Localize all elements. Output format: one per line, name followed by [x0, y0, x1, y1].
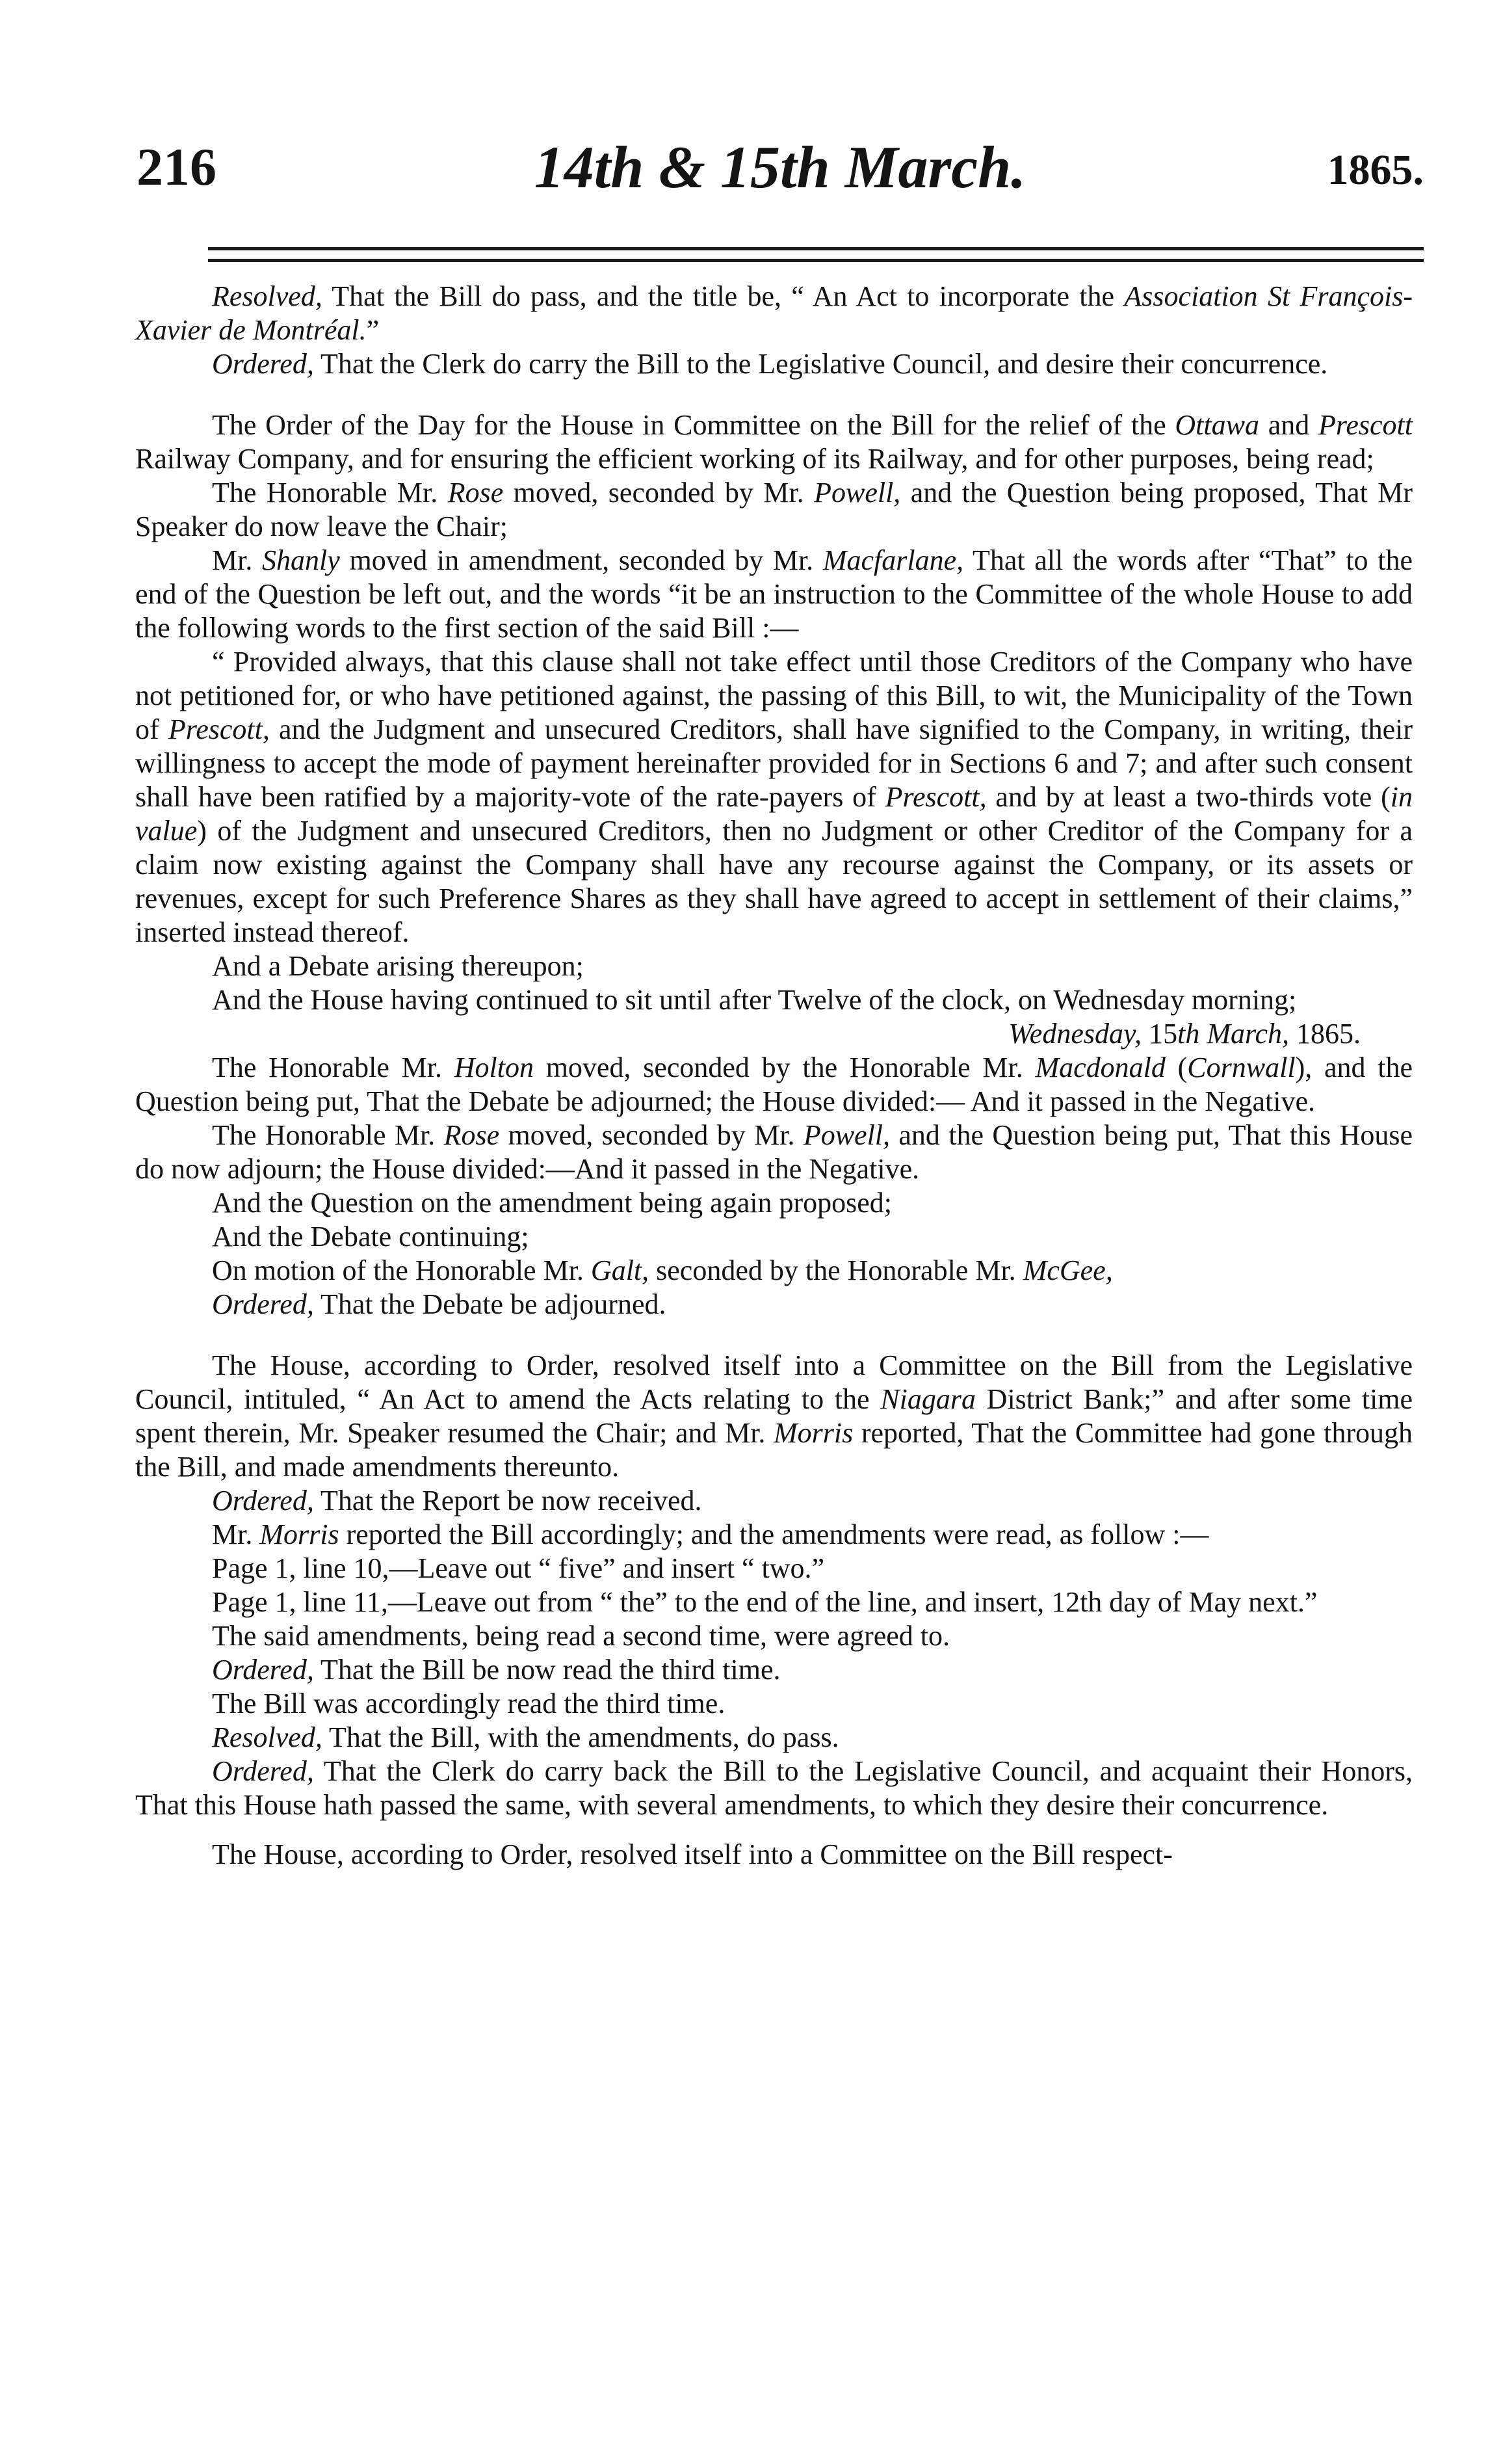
italic-text: Rose [443, 1119, 500, 1151]
journal-paragraph [135, 1619, 1413, 1653]
text-segment: The Honorable Mr. [212, 1119, 444, 1151]
italic-text: Powell, [814, 477, 901, 509]
italic-text: Ordered, [212, 1654, 314, 1686]
journal-paragraph [135, 1653, 1413, 1687]
text-segment: The Order of the Day for the House in Committee on the Bill for the relief of the [212, 409, 1175, 441]
italic-text: Morris [259, 1518, 339, 1550]
text-segment: moved, seconded by Mr. [503, 477, 815, 509]
journal-paragraph [135, 1585, 1413, 1619]
journal-paragraph [135, 408, 1413, 476]
journal-paragraph [135, 347, 1413, 381]
italic-text: Ordered, [212, 1485, 314, 1517]
journal-paragraph [135, 1838, 1413, 1872]
text-segment: That the Debate be adjourned. [313, 1288, 666, 1320]
text-segment: And the Debate continuing; [212, 1221, 529, 1252]
journal-paragraph [135, 1288, 1413, 1321]
text-segment: ” [366, 314, 380, 346]
italic-text: Ordered, [212, 1755, 314, 1787]
journal-paragraph [135, 949, 1413, 983]
text-segment: The Honorable Mr. [212, 1052, 454, 1083]
italic-text: Prescott, [168, 713, 270, 745]
italic-text: Wednesday, [1008, 1018, 1142, 1050]
italic-text: Macdonald [1035, 1052, 1166, 1083]
text-segment: reported, That the Committee had gone through the Bill, and made amendments thereunto. [135, 1417, 1413, 1483]
text-segment: “ Provided always, that this clause shall not take effect until those Creditors of the Company who have not petitioned for, or who have petitioned against, the passing of this Bill, to wit, the Municipality of the Town of [135, 646, 1413, 745]
italic-text: in value [135, 781, 1413, 847]
text-segment: That the Bill do pass, and the title be, “ An Act to incorporate the [322, 280, 1125, 312]
text-segment: That the Report be now received. [313, 1485, 702, 1517]
dateline [135, 1017, 1413, 1051]
journal-paragraph [135, 1220, 1413, 1254]
text-segment: And a Debate arising thereupon; [212, 950, 584, 982]
text-segment [1199, 1018, 1207, 1050]
italic-text: Shanly [262, 544, 340, 576]
text-segment: District Bank;” and after some time spent therein, Mr. Speaker resumed the Chair; and Mr. [135, 1383, 1413, 1449]
italic-text: Ottawa [1175, 409, 1259, 441]
running-title: 14th & 15th March. [534, 134, 1026, 200]
text-segment: moved, seconded by the Honorable Mr. [533, 1052, 1036, 1083]
text-segment: The Bill was accordingly read the third time. [212, 1688, 725, 1719]
journal-paragraph [135, 1051, 1413, 1119]
journal-paragraph [135, 1119, 1413, 1186]
journal-body [135, 280, 1413, 1872]
journal-paragraph [135, 1552, 1413, 1585]
text-segment: That the Clerk do carry back the Bill to the Legislative Council, and acquaint their Honors, That this House hath passed the same, with several amendments, to which they desire their concurrence. [135, 1755, 1413, 1821]
journal-paragraph [135, 1349, 1413, 1484]
journal-paragraph [135, 1755, 1413, 1822]
italic-text: Rose [447, 477, 504, 509]
text-segment: That all the words after “That” to the end of the Question be left out, and the words “it be an instruction to the Committee of the whole House to add the following words to the first section of the said Bill :— [135, 544, 1413, 644]
italic-text: Prescott [1318, 409, 1413, 441]
journal-paragraph [135, 1518, 1413, 1552]
text-segment: 15 [1142, 1018, 1178, 1050]
text-segment: ( [1165, 1052, 1188, 1083]
journal-paragraph [135, 1721, 1413, 1755]
text-segment: Railway Company, and for ensuring the efficient working of its Railway, and for other purposes, being read; [135, 443, 1374, 475]
text-segment: The said amendments, being read a second time, were agreed to. [212, 1620, 950, 1652]
text-segment: and by at least a two-thirds vote ( [986, 781, 1391, 813]
italic-text: Macfarlane, [822, 544, 964, 576]
journal-paragraph [135, 1254, 1413, 1288]
header-rule-bottom [208, 259, 1424, 262]
italic-text: Association St François-Xavier de Montréal. [135, 280, 1413, 346]
text-segment: On motion of the Honorable Mr. [212, 1254, 591, 1286]
journal-paragraph [135, 544, 1413, 645]
text-segment: 1865. [1289, 1018, 1361, 1050]
text-segment: The Honorable Mr. [212, 477, 448, 509]
journal-paragraph [135, 1484, 1413, 1518]
text-segment: and the Judgment and unsecured Creditors, shall have signified to the Company, in writing, their willingness to accept the mode of payment hereinafter provided for in Sections 6 and 7; and after such consent shall have been ratified by a majority-vote of the rate-payers of [135, 713, 1413, 813]
page-header [137, 134, 1424, 221]
text-segment: reported the Bill accordingly; and the amendments were read, as follow :— [339, 1518, 1209, 1550]
italic-text: McGee, [1023, 1254, 1113, 1286]
text-segment: Page 1, line 10,—Leave out “ five” and insert “ two.” [212, 1552, 825, 1584]
text-segment: Page 1, line 11,—Leave out from “ the” to the end of the line, and insert, 12th day of May next.” [212, 1586, 1318, 1618]
italic-text: Holton [454, 1052, 534, 1083]
header-rule-top [208, 247, 1424, 250]
text-segment: ) of the Judgment and unsecured Creditors, then no Judgment or other Creditor of the Company for a claim now existing against the Company shall have any recourse against the Company, or its assets or revenues, except for such Preference Shares as they shall have agreed to accept in settlement of their claims,” inserted instead thereof. [135, 815, 1413, 948]
journal-paragraph [135, 476, 1413, 544]
italic-text: Galt, [590, 1254, 649, 1286]
italic-text: March, [1207, 1018, 1289, 1050]
journal-paragraph [135, 645, 1413, 949]
text-segment: and the Question being put, That this House do now adjourn; the House divided:—And it passed in the Negative. [135, 1119, 1413, 1185]
text-segment: moved, seconded by Mr. [499, 1119, 804, 1151]
italic-text: Prescott, [885, 781, 987, 813]
text-segment: That the Bill, with the amendments, do pass. [322, 1721, 839, 1753]
journal-paragraph [135, 280, 1413, 347]
text-segment: And the House having continued to sit until after Twelve of the clock, on Wednesday morning; [212, 984, 1297, 1016]
italic-text: Powell, [803, 1119, 891, 1151]
italic-text: Resolved, [212, 280, 322, 312]
italic-text: Ordered, [212, 1288, 314, 1320]
italic-text: Cornwall [1187, 1052, 1296, 1083]
italic-text: Ordered, [212, 348, 314, 380]
journal-paragraph [135, 1186, 1413, 1220]
page-number: 216 [137, 137, 216, 196]
text-segment: and [1259, 409, 1318, 441]
text-segment: moved in amendment, seconded by Mr. [339, 544, 823, 576]
text-segment: Mr. [212, 1518, 260, 1550]
text-segment: seconded by the Honorable Mr. [649, 1254, 1023, 1286]
italic-text: th [1177, 1018, 1200, 1050]
text-segment: The House, according to Order, resolved itself into a Committee on the Bill from the Legislative Council, intituled, “ An Act to amend the Acts relating to the [135, 1349, 1413, 1415]
text-segment: And the Question on the amendment being again proposed; [212, 1187, 892, 1219]
text-segment: That the Bill be now read the third time. [313, 1654, 781, 1686]
text-segment: That the Clerk do carry the Bill to the Legislative Council, and desire their concurrence. [313, 348, 1328, 380]
italic-text: Morris [774, 1417, 854, 1449]
text-segment: and the Question being proposed, That Mr Speaker do now leave the Chair; [135, 477, 1413, 542]
text-segment: The House, according to Order, resolved itself into a Committee on the Bill respect- [212, 1838, 1173, 1870]
journal-paragraph [135, 983, 1413, 1017]
journal-paragraph [135, 1687, 1413, 1721]
header-year: 1865. [1327, 146, 1424, 194]
italic-text: Niagara [880, 1383, 976, 1415]
text-segment: ), and the Question being put, That the Debate be adjourned; the House divided:— And it passed in the Negative. [135, 1052, 1413, 1117]
text-segment: Mr. [212, 544, 263, 576]
italic-text: Resolved, [212, 1721, 322, 1753]
